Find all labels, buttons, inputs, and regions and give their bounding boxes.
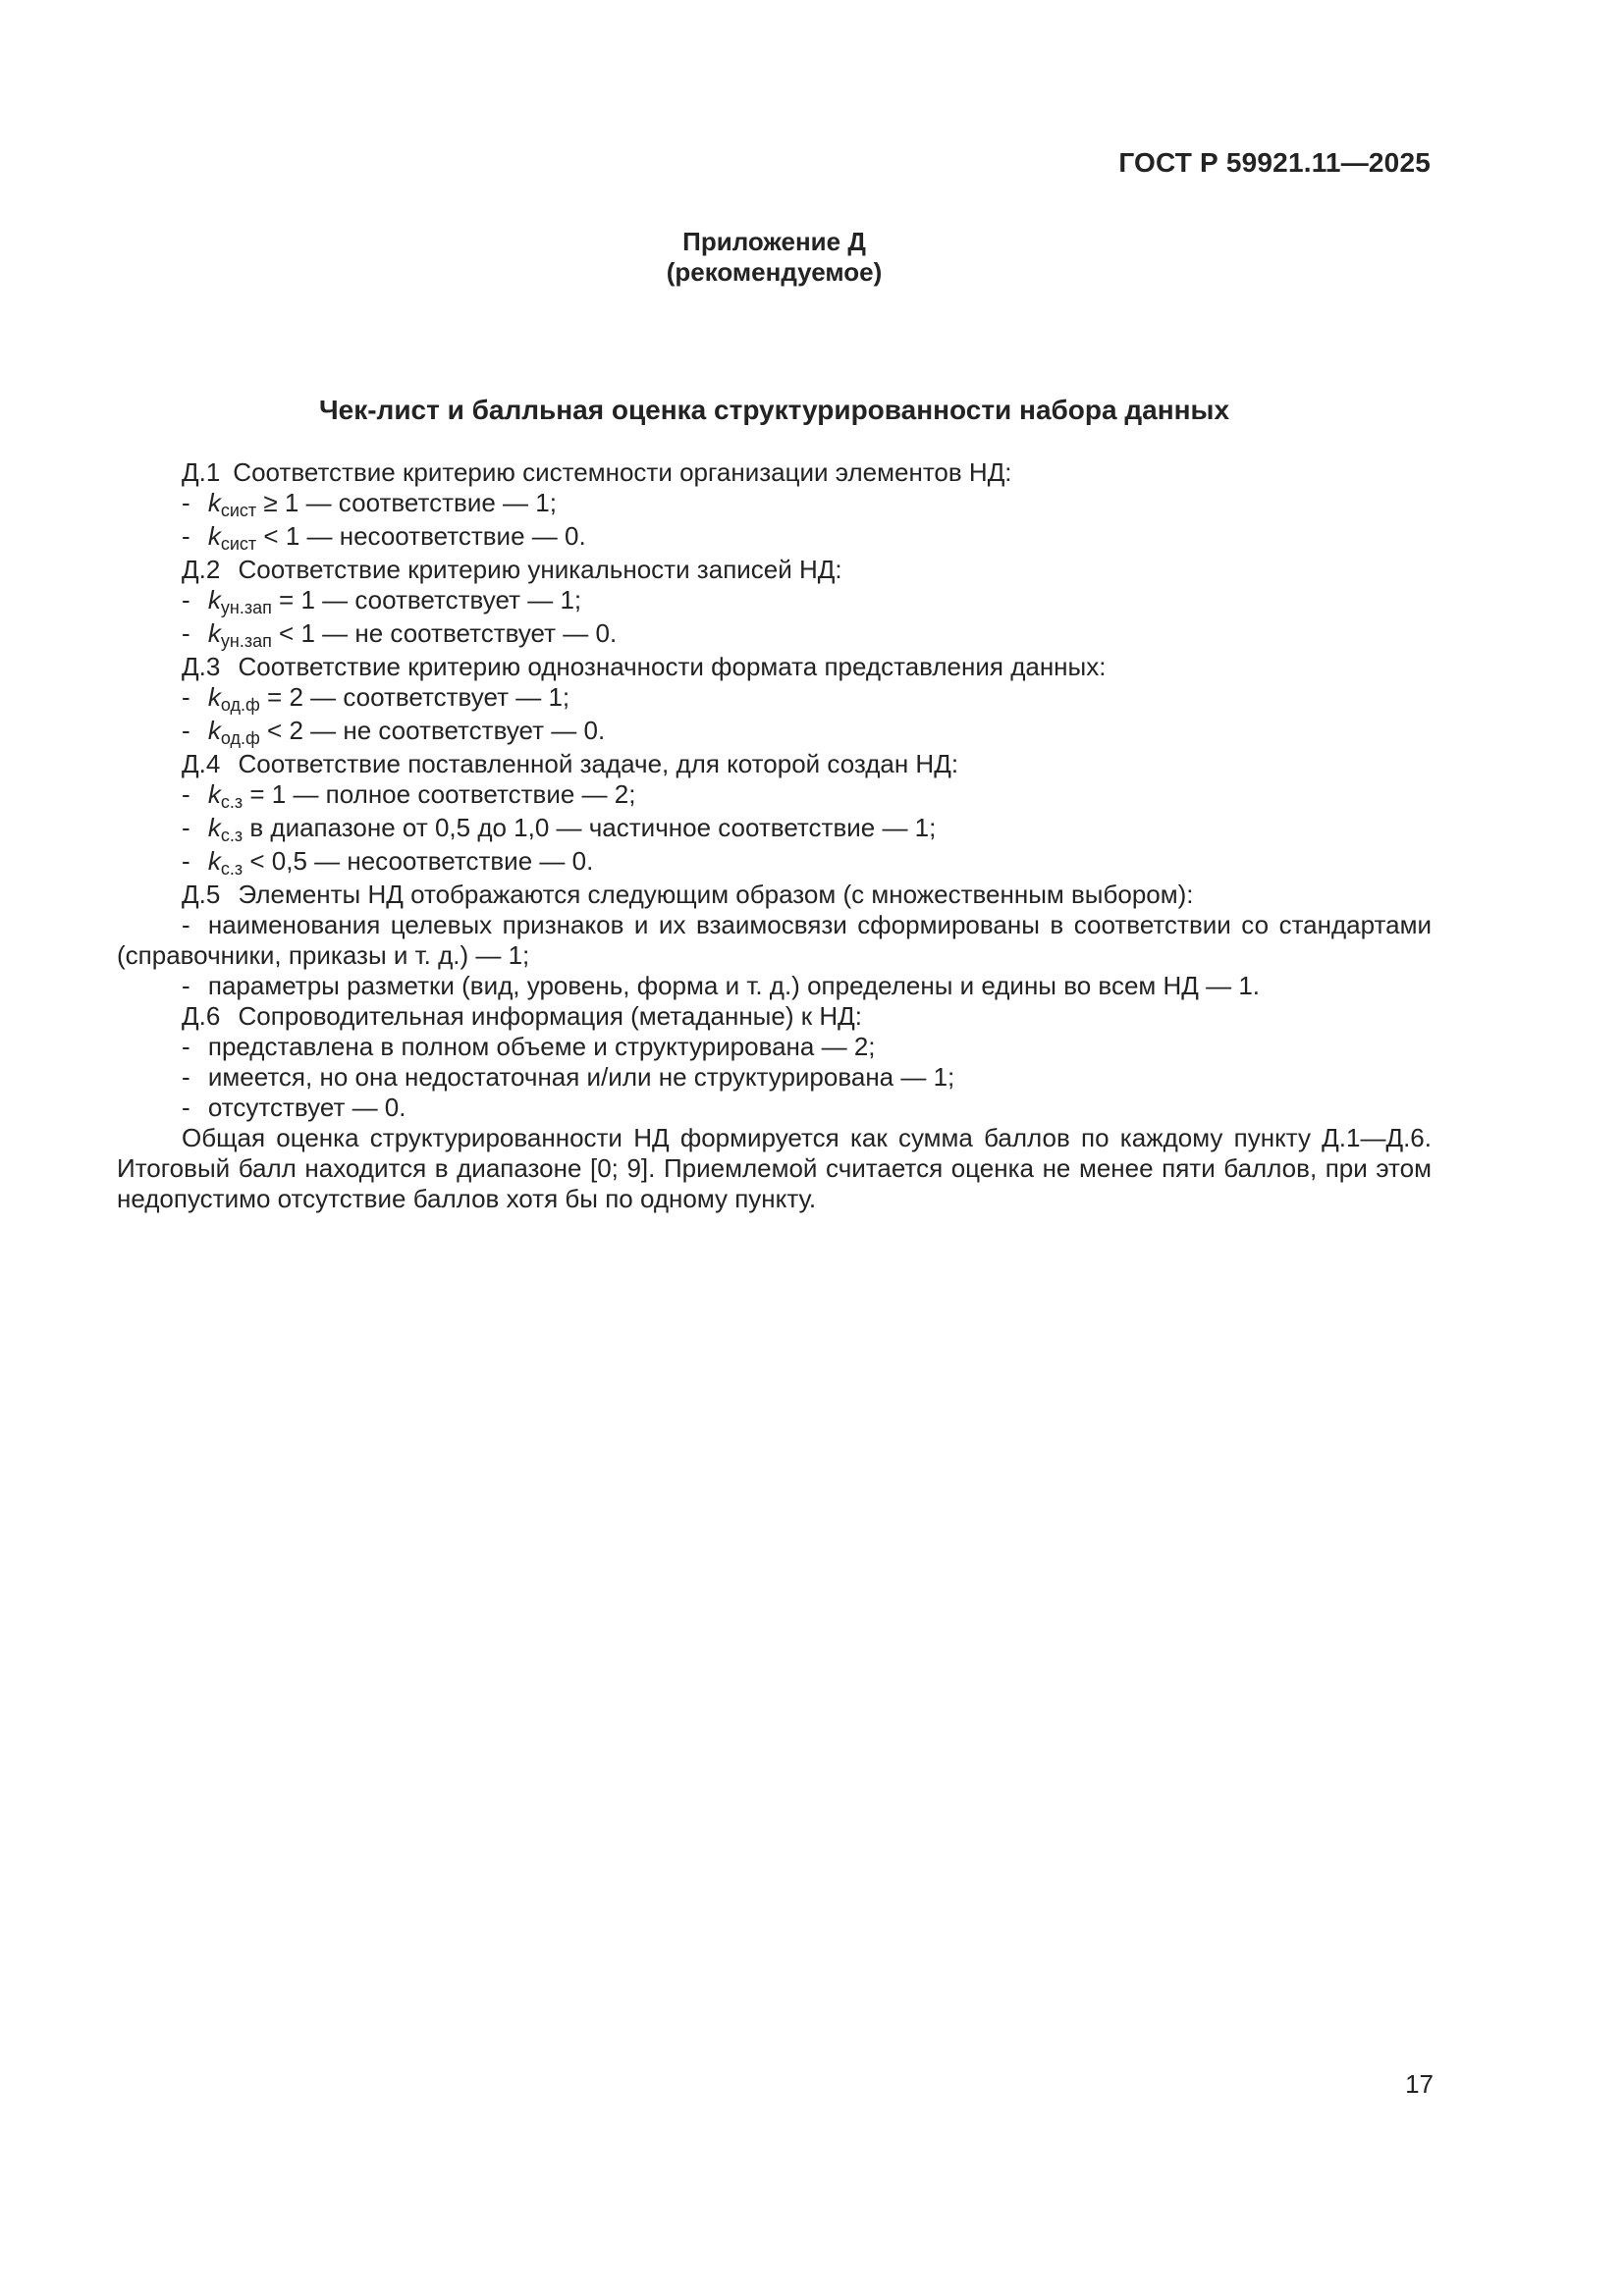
- clause-d4: Д.4 Соответствие поставленной задаче, для которой создан НД:: [182, 749, 959, 778]
- coefficient-variable: k: [207, 585, 221, 614]
- appendix-label: Приложение Д: [682, 227, 866, 256]
- clause-d5-option-1: - наименования целевых признаков и их взаимосвязи сформированы в соответствии со стандартами (справочники, приказы и т. д.) — 1;: [117, 910, 1432, 970]
- coefficient-subscript: сист: [220, 534, 257, 554]
- summary-paragraph: Общая оценка структурированности НД формируется как сумма баллов по каждому пункту Д.1—Д.6. Итоговый балл находится в диапазоне [0; 9]. Приемлемой считается оценка не менее пяти баллов, при этом недопустимо отсутствие баллов хотя бы по одному пункту.: [117, 1123, 1432, 1213]
- clause-d6-option-1: - представлена в полном объеме и структурирована — 2;: [182, 1032, 876, 1061]
- coefficient-variable: k: [207, 488, 221, 517]
- coefficient-variable: k: [207, 813, 221, 842]
- appendix-status: (рекомендуемое): [666, 257, 883, 287]
- coefficient-subscript: с.з: [220, 792, 244, 812]
- coefficient-variable: k: [207, 682, 221, 712]
- body-text: [117, 457, 1432, 1214]
- coefficient-subscript: од.ф: [220, 695, 260, 715]
- document-title: Чек-лист и балльная оценка структурированности набора данных: [318, 395, 1230, 425]
- clause-d6: Д.6 Сопроводительная информация (метаданные) к НД:: [182, 1001, 862, 1031]
- clause-d1-option-2: - kсист < 1 — несоответствие — 0.: [182, 521, 586, 554]
- coefficient-subscript: ун.зап: [220, 598, 272, 617]
- coefficient-variable: k: [207, 716, 221, 745]
- clause-d1-option-1: - kсист ≥ 1 — соответствие — 1;: [182, 488, 557, 520]
- appendix-heading: [117, 227, 1432, 288]
- standard-code: ГОСТ Р 59921.11—2025: [1118, 147, 1431, 178]
- coefficient-subscript: с.з: [220, 859, 244, 879]
- clause-d2-option-2: - kун.зап < 1 — не соответствует — 0.: [182, 618, 618, 651]
- coefficient-subscript: ун.зап: [220, 631, 272, 651]
- clause-d3-option-1: - kод.ф = 2 — соответствует — 1;: [182, 682, 570, 715]
- clause-d4-option-3: - kс.з < 0,5 — несоответствие — 0.: [182, 846, 594, 879]
- coefficient-subscript: од.ф: [220, 728, 260, 748]
- clause-d3-option-2: - kод.ф < 2 — не соответствует — 0.: [182, 716, 606, 748]
- clause-d6-option-2: - имеется, но она недостаточная и/или не структурирована — 1;: [182, 1062, 955, 1092]
- clause-d2: Д.2 Соответствие критерию уникальности записей НД:: [182, 555, 842, 584]
- coefficient-subscript: сист: [220, 501, 257, 520]
- clause-d1: Д.1 Соответствие критерию системности организации элементов НД:: [182, 457, 1012, 487]
- page-number: 17: [1405, 2069, 1434, 2099]
- clause-d4-option-2: - kс.з в диапазоне от 0,5 до 1,0 — частичное соответствие — 1;: [182, 813, 937, 845]
- clause-d5-option-2: - параметры разметки (вид, уровень, форма и т. д.) определены и едины во всем НД — 1.: [182, 971, 1261, 1000]
- coefficient-variable: k: [207, 779, 221, 809]
- clause-d6-option-3: - отсутствует — 0.: [182, 1093, 406, 1122]
- clause-d4-option-1: - kс.з = 1 — полное соответствие — 2;: [182, 779, 636, 812]
- coefficient-variable: k: [207, 521, 221, 551]
- coefficient-subscript: с.з: [220, 826, 244, 845]
- clause-d5: Д.5 Элементы НД отображаются следующим образом (с множественным выбором):: [182, 880, 1194, 909]
- coefficient-variable: k: [207, 846, 221, 876]
- coefficient-variable: k: [207, 618, 221, 648]
- clause-d3: Д.3 Соответствие критерию однозначности формата представления данных:: [182, 652, 1107, 681]
- clause-d2-option-1: - kун.зап = 1 — соответствует — 1;: [182, 585, 582, 617]
